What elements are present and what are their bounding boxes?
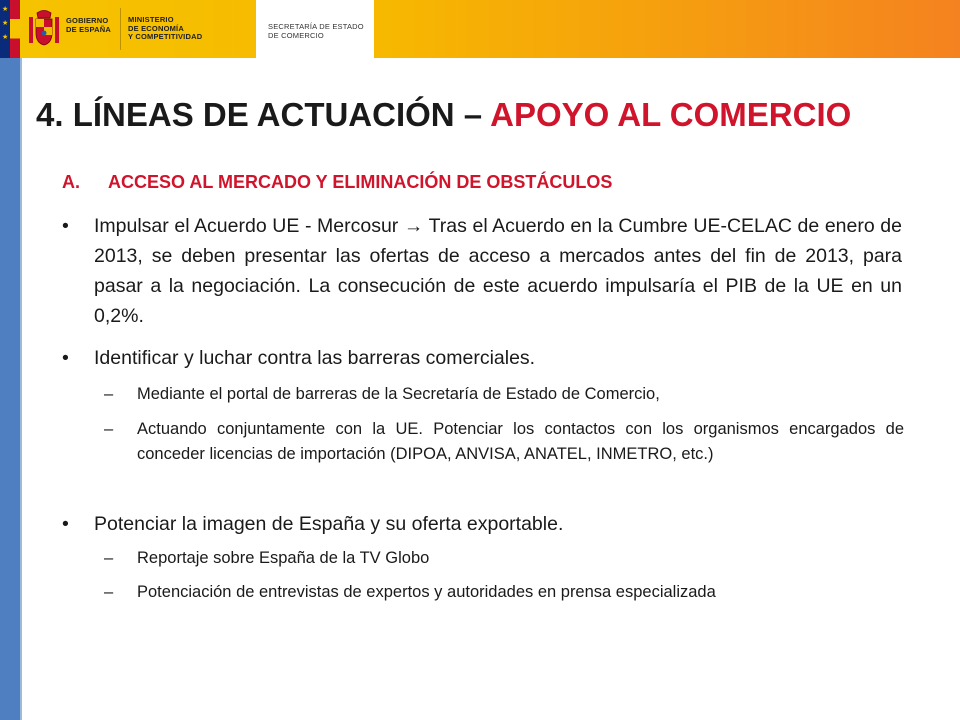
ministry-label: MINISTERIO DE ECONOMÍA Y COMPETITIVIDAD <box>128 15 203 41</box>
sub-item-text: Potenciación de entrevistas de expertos y autoridades en prensa especializada <box>137 583 716 601</box>
bullet-text: Identificar y luchar contra las barreras comerciales. <box>94 347 536 369</box>
dash-icon: – <box>104 420 114 438</box>
dash-icon: – <box>104 385 114 403</box>
left-rail <box>0 58 20 720</box>
star-icon: ★ <box>2 6 9 13</box>
secretariat-box <box>256 0 374 58</box>
bullet-icon: • <box>62 347 69 369</box>
slide-title-main: 4. LÍNEAS DE ACTUACIÓN – <box>36 96 491 133</box>
left-rail-edge <box>20 58 22 720</box>
bullet-text: Potenciar la imagen de España y su oferta exportable. <box>94 513 564 535</box>
bullet-icon: • <box>62 215 69 237</box>
section-letter: A. <box>62 172 80 192</box>
section-heading-text: ACCESO AL MERCADO Y ELIMINACIÓN DE OBSTÁCULOS <box>108 172 613 192</box>
star-icon: ★ <box>2 20 9 27</box>
spain-flag-icon <box>10 0 20 58</box>
dash-icon: – <box>104 549 114 567</box>
dash-icon: – <box>104 583 114 601</box>
star-icon: ★ <box>2 34 9 41</box>
slide-title-accent: APOYO AL COMERCIO <box>490 96 852 133</box>
secretariat-label: SECRETARÍA DE ESTADO DE COMERCIO <box>268 22 364 40</box>
header-divider <box>120 8 121 50</box>
government-label: GOBIERNO DE ESPAÑA <box>66 16 112 34</box>
sub-item-text: Reportaje sobre España de la TV Globo <box>137 549 430 567</box>
sub-item-text: Actuando conjuntamente con la UE. Potenciar los contactos con los organismos encargados de conceder licencias de importación (DIPOA, ANVISA, ANATEL, INMETRO, etc.) <box>137 420 904 463</box>
header-band <box>0 0 960 58</box>
bullet-icon: • <box>62 513 69 535</box>
slide-title <box>36 96 851 134</box>
coat-of-arms-icon <box>27 9 61 49</box>
sub-item-text: Mediante el portal de barreras de la Secretaría de Estado de Comercio, <box>137 385 660 403</box>
section-heading <box>62 172 612 193</box>
bullet-text: Impulsar el Acuerdo UE - Mercosur → Tras el Acuerdo en la Cumbre UE-CELAC de enero de 2013, se deben presentar las ofertas de acceso a mercados antes del fin de 2013, para pasar a la negociación. La consecución de este acuerdo impulsaría el PIB de la UE en un 0,2%. <box>94 215 902 327</box>
eu-flag-strip <box>0 0 20 58</box>
